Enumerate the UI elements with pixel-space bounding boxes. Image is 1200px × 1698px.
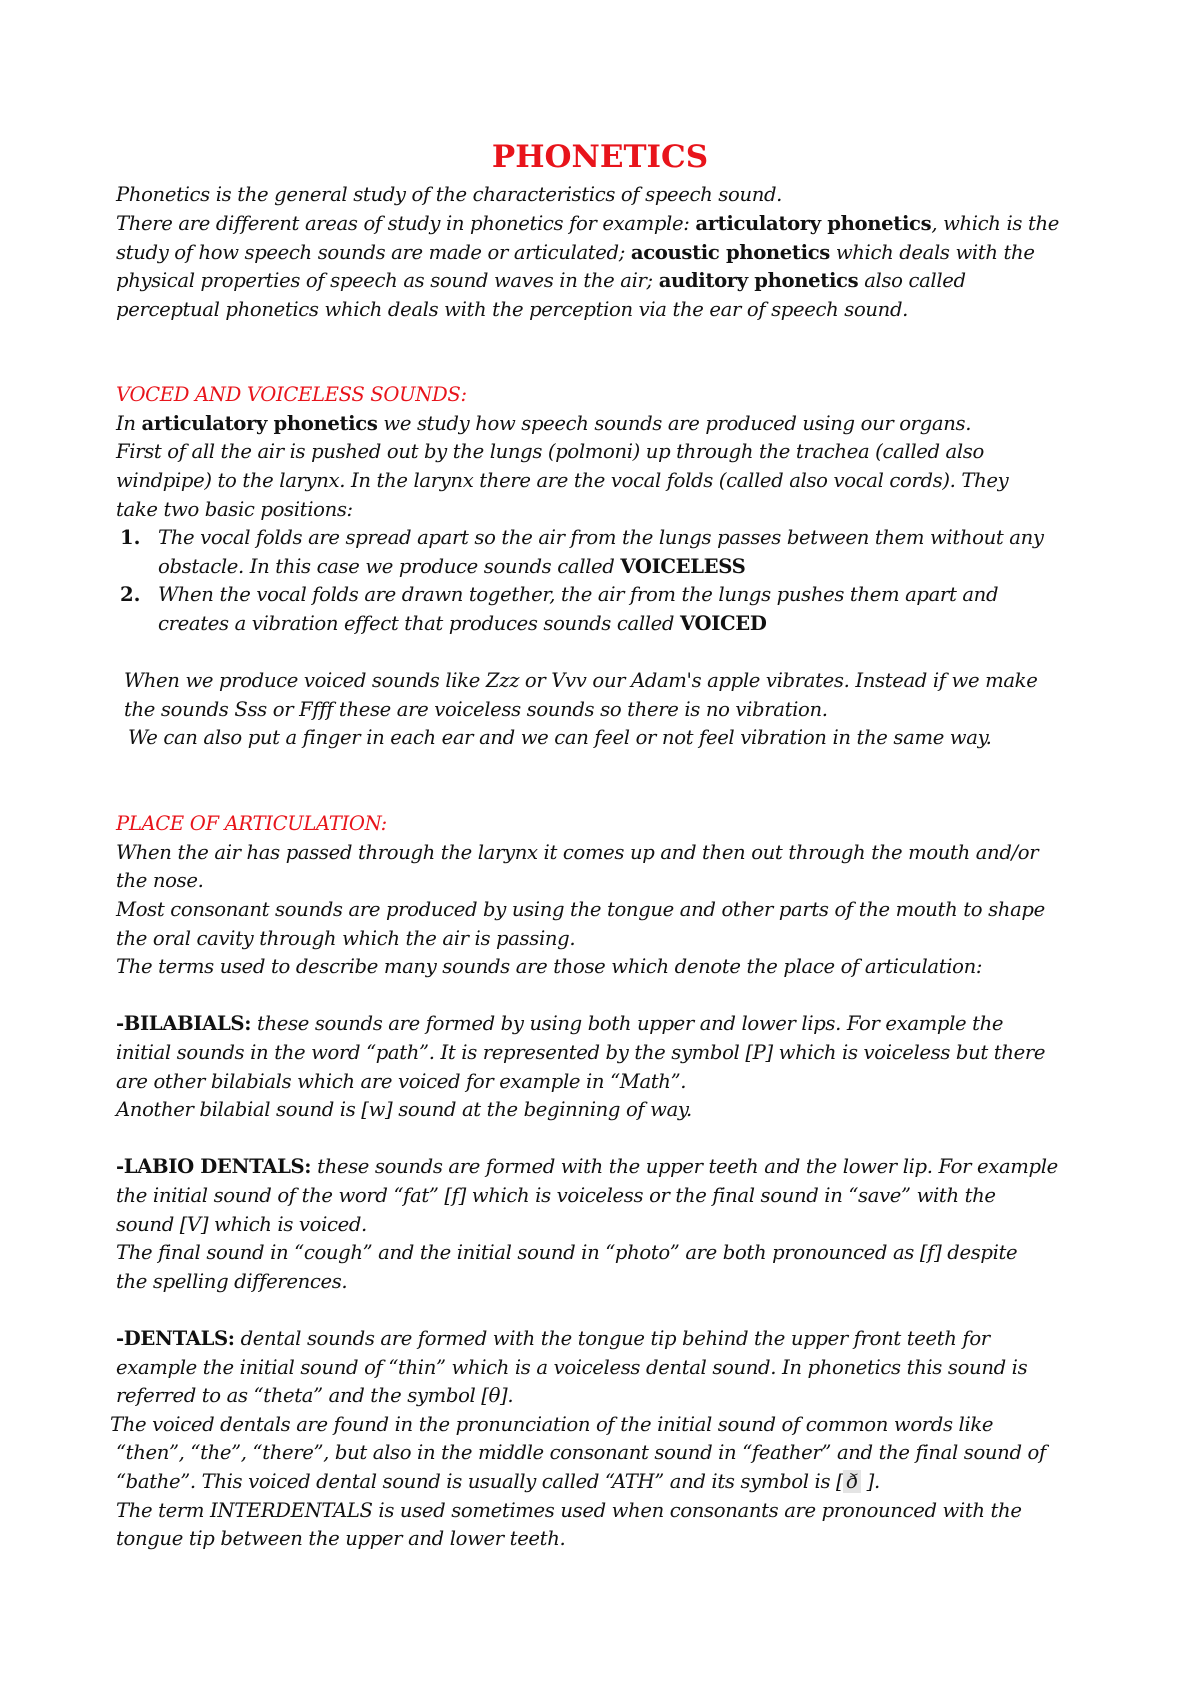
voiced-line-1 [116,414,971,434]
dentals-line-1 [116,1329,990,1349]
dentals-line-7: The term INTERDENTALS is used sometimes used when consonants are pronounced with the [116,1499,1022,1522]
term-acoustic-phonetics: acoustic phonetics [630,241,830,264]
term-bilabials: -BILABIALS: [116,1012,252,1035]
dentals-text: ]. [860,1470,880,1493]
list-item-1-line-1: The vocal folds are spread apart so the air from the lungs passes between them without any [158,526,1044,549]
bilabials-line-4: Another bilabial sound is [w] sound at the beginning of way. [116,1098,692,1121]
intro-text: also called [858,269,966,292]
voiced-paragraph-line-1: When we produce voiced sounds like Zzz or Vvv our Adam's apple vibrates. Instead if we make [124,669,1038,692]
term-labio-dentals: -LABIO DENTALS: [116,1155,312,1178]
dentals-line-6 [116,1472,880,1492]
voiced-paragraph-line-3: We can also put a finger in each ear and we can feel or not feel vibration in the same way. [128,726,992,749]
labiodentals-line-5: the spelling differences. [116,1270,348,1293]
intro-line-1: Phonetics is the general study of the characteristics of speech sound. [116,183,783,206]
place-line-1: When the air has passed through the larynx it comes up and then out through the mouth and/or [116,841,1039,864]
intro-line-4 [116,271,966,291]
bilabials-line-1 [116,1014,1003,1034]
voiced-text: we study how speech sounds are produced using our organs. [377,412,972,435]
list-item-1-line-2 [158,557,745,577]
voiced-line-3: windpipe) to the larynx. In the larynx there are the vocal folds (called also vocal cords). They [116,469,1009,492]
bilabials-line-2: initial sounds in the word “path”. It is represented by the symbol [P] which is voiceless but there [116,1041,1046,1064]
dentals-line-3: referred to as “theta” and the symbol [θ]. [116,1384,514,1407]
dentals-line-4: The voiced dentals are found in the pronunciation of the initial sound of common words like [110,1413,994,1436]
intro-line-5: perceptual phonetics which deals with the perception via the ear of speech sound. [116,298,909,321]
place-line-4: the oral cavity through which the air is passing. [116,927,576,950]
intro-line-3 [116,243,1035,263]
dentals-text: dental sounds are formed with the tongue tip behind the upper front teeth for [234,1327,990,1350]
intro-text: which deals with the [829,241,1035,264]
intro-text: There are different areas of study in phonetics for example: [116,212,696,235]
dentals-line-5: “then”, “the”, “there”, but also in the middle consonant sound in “feather” and the final sound of [116,1441,1046,1464]
intro-text: study of how speech sounds are made or articulated; [116,241,631,264]
term-voiceless: VOICELESS [620,555,746,578]
dentals-line-8: tongue tip between the upper and lower teeth. [116,1527,566,1550]
term-auditory-phonetics: auditory phonetics [658,269,859,292]
list-number: 2. [120,583,141,606]
voiced-paragraph-line-2: the sounds Sss or Ffff these are voiceless sounds so there is no vibration. [124,698,828,721]
voiced-text: In [116,412,142,435]
labiodentals-line-4: The final sound in “cough” and the initial sound in “photo” are both pronounced as [f] despite [116,1241,1018,1264]
term-articulatory-phonetics: articulatory phonetics [695,212,932,235]
voiced-line-4: take two basic positions: [116,498,353,521]
dentals-text: “bathe”. This voiced dental sound is usually called “ATH” and its symbol is [ [116,1470,844,1493]
intro-text: , which is the [931,212,1059,235]
list-item-text: obstacle. In this case we produce sounds called [158,555,621,578]
eth-symbol: ð [843,1470,860,1493]
list-item-2-line-2 [158,614,767,634]
list-item-2-line-1: When the vocal folds are drawn together, the air from the lungs pushes them apart and [158,583,999,606]
dentals-line-2: example the initial sound of “thin” which is a voiceless dental sound. In phonetics this sound is [116,1356,1028,1379]
bilabials-text: these sounds are formed by using both upper and lower lips. For example the [251,1012,1004,1035]
term-articulatory-phonetics: articulatory phonetics [141,412,378,435]
intro-text: physical properties of speech as sound waves in the air; [116,269,659,292]
term-voiced: VOICED [679,612,767,635]
place-line-2: the nose. [116,869,204,892]
section-heading-voiced: VOCED AND VOICELESS SOUNDS: [116,383,467,406]
page-title: PHONETICS [491,139,709,175]
place-line-5: The terms used to describe many sounds are those which denote the place of articulation: [116,955,983,978]
bilabials-line-3: are other bilabials which are voiced for example in “Math”. [116,1070,687,1093]
labiodentals-text: these sounds are formed with the upper teeth and the lower lip. For example [311,1155,1058,1178]
labiodentals-line-1 [116,1157,1058,1177]
labiodentals-line-2: the initial sound of the word “fat” [f] which is voiceless or the final sound in “save” with the [116,1184,996,1207]
term-dentals: -DENTALS: [116,1327,235,1350]
place-line-3: Most consonant sounds are produced by using the tongue and other parts of the mouth to shape [116,898,1045,921]
list-item-text: creates a vibration effect that produces sounds called [158,612,680,635]
labiodentals-line-3: sound [V] which is voiced. [116,1213,367,1236]
intro-line-2 [116,214,1059,234]
list-number: 1. [120,526,141,549]
voiced-line-2: First of all the air is pushed out by the lungs (polmoni) up through the trachea (called also [116,440,984,463]
section-heading-place: PLACE OF ARTICULATION: [116,812,387,835]
